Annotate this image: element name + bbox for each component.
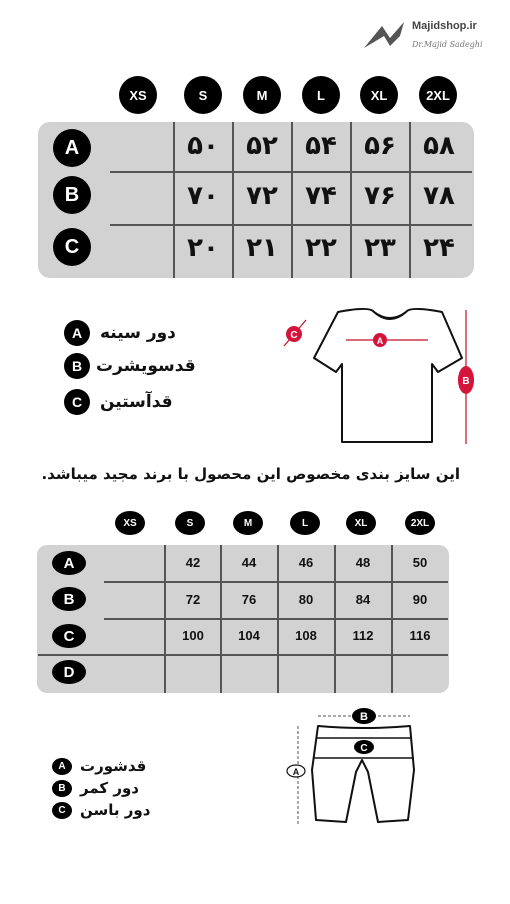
legend-letter: B [52,780,72,797]
table-cell: 48 [355,555,371,570]
legend-label: قدشورت [80,757,147,775]
legend-item-c [64,389,173,415]
size-s: S [175,511,205,535]
table-cell: ۷۸ [423,181,455,211]
table-cell: 72 [185,592,201,607]
size-xl: XL [346,511,376,535]
table-divider [38,654,448,656]
table-divider [104,618,448,620]
table-divider [104,581,448,583]
brand-site: Majidshop.ir [412,20,477,32]
size-xl: XL [360,76,398,114]
measure-b-marker [352,708,376,724]
legend-item-b [52,779,139,797]
svg-text:B: B [360,711,368,723]
table-cell: ۷۲ [246,181,278,211]
row-label-b: B [52,587,86,611]
table-cell: 76 [241,592,257,607]
table-cell: ۷۶ [364,181,396,211]
measure-c-marker [354,740,374,754]
row-label-a: A [53,129,91,167]
legend-letter: A [64,320,90,346]
table-cell: ۲۱ [246,233,278,263]
svg-text:C: C [360,743,368,754]
tshirt-diagram [270,300,490,450]
brand-signature: Dr.Majid Sadeghi [412,40,483,49]
size-m: M [233,511,263,535]
table-cell: 104 [238,628,260,643]
svg-text:A: A [292,767,300,777]
table-cell: 42 [185,555,201,570]
legend-item-a [64,320,176,346]
row-label-b: B [53,176,91,214]
shorts-diagram [282,700,432,830]
table-cell: ۵۲ [246,131,278,161]
legend-letter: A [52,758,72,775]
size-2xl: 2XL [419,76,457,114]
legend-letter: B [64,353,90,379]
table-cell: 44 [241,555,257,570]
size-xs: XS [115,511,145,535]
table-cell: ۵۰ [187,131,219,161]
measure-a-marker [287,765,305,777]
legend-item-b [64,353,196,379]
table-cell: 80 [298,592,314,607]
size-m: M [243,76,281,114]
table-cell: 108 [295,628,317,643]
brand-logo [360,14,500,60]
row-label-c: C [53,228,91,266]
size-xs: XS [119,76,157,114]
table-cell: 46 [298,555,314,570]
table-cell: ۲۲ [305,233,337,263]
table-cell: ۷۰ [187,181,219,211]
legend-letter: C [52,802,72,819]
size-note: این سایز بندی مخصوص این محصول با برند مجید میباشد. [41,465,460,483]
brand-mark-icon [360,18,410,52]
legend-label: قدسویشرت [96,356,196,376]
svg-text:B: B [462,376,470,387]
measure-a-marker [373,333,387,347]
size-2xl: 2XL [405,511,435,535]
table-cell: ۵۸ [423,131,455,161]
size-l: L [302,76,340,114]
legend-letter: C [64,389,90,415]
table-cell: 84 [355,592,371,607]
legend-label: قدآستین [100,392,173,412]
measure-c-marker [286,326,302,342]
table-cell: 50 [412,555,428,570]
table-cell: 100 [182,628,204,643]
legend-label: دور سینه [100,323,176,343]
svg-text:C: C [290,330,298,341]
table-cell: ۲۴ [423,233,455,263]
legend-item-c [52,801,150,819]
table-cell: 112 [352,628,374,643]
table-cell: ۵۴ [305,131,337,161]
size-l: L [290,511,320,535]
row-label-d: D [52,660,86,684]
table-cell: ۲۰ [187,233,219,263]
legend-item-a [52,757,146,775]
row-label-c: C [52,624,86,648]
measure-b-marker [458,366,474,394]
row-label-a: A [52,551,86,575]
legend-label: دور کمر [80,779,139,797]
size-s: S [184,76,222,114]
table-cell: ۵۶ [364,131,396,161]
table-cell: 116 [409,628,431,643]
table-cell: ۷۴ [305,181,337,211]
svg-text:A: A [376,336,384,346]
table-cell: ۲۳ [364,233,396,263]
tshirt-outline-icon [314,309,462,442]
table-cell: 90 [412,592,428,607]
legend-label: دور باسن [80,801,151,819]
